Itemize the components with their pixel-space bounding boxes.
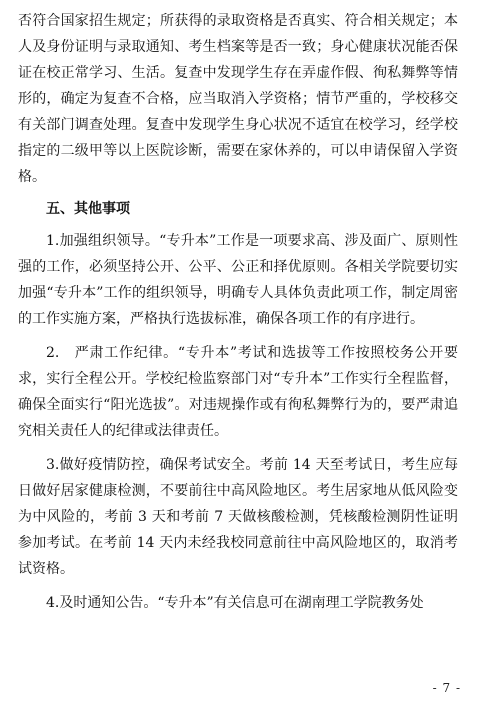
page-number: - 7 - <box>432 681 461 695</box>
paragraph-gap <box>18 332 458 340</box>
paragraph-gap <box>18 444 458 452</box>
continuation-paragraph: 否符合国家招生规定；所获得的录取资格是否真实、符合相关规定；本人及身份证明与录取通知、考生档案等是否一致；身心健康状况能否保证在校正常学习、生活。复查中发现学生存在弄虚作假、徇私舞弊等情形的，确定为复查不合格，应当取消入学资格；情节严重的，学校移交有关部门调查处理。复查中发现学生身心状况不适宜在校学习，经学校指定的二级甲等以上医院诊断，需要在家休养的，可以申请保留入学资格。 <box>18 13 458 185</box>
item-epidemic-prevention: 3.做好疫情防控，确保考试安全。考前 14 天至考试日，考生应每日做好居家健康检测，不要前往中高风险地区。考生居家地从低风险变为中风险的，考前 3 天和考前 7 天做核酸检测，凭核酸检测阴性证明参加考试。在考前 14 天内未经我校同意前往中高风险地区的，取消考试资格。 <box>18 457 458 577</box>
item-work-discipline: 2. 严肃工作纪律。“专升本”考试和选拔等工作按照校务公开要求，实行全程公开。学校纪检监察部门对“专升本”工作实行全程监督，确保全面实行“阳光选拔”。对违规操作或有徇私舞弊行为的，要严肃追究相关责任人的纪律或法律责任。 <box>18 345 458 439</box>
paragraph-gap <box>18 582 458 590</box>
item-timely-notice: 4.及时通知公告。“专升本”有关信息可在湖南理工学院教务处 <box>46 595 424 611</box>
section-heading: 五、其他事项 <box>46 201 130 217</box>
item-organization-leadership: 1.加强组织领导。“专升本”工作是一项要求高、涉及面广、原则性强的工作，必须坚持公开、公平、公正和择优原则。各相关学院要切实加强“专升本”工作的组织领导，明确专人具体负责此项工作，制定周密的工作实施方案，严格执行选拔标准，确保各项工作的有序进行。 <box>18 233 458 327</box>
document-page <box>18 8 458 616</box>
